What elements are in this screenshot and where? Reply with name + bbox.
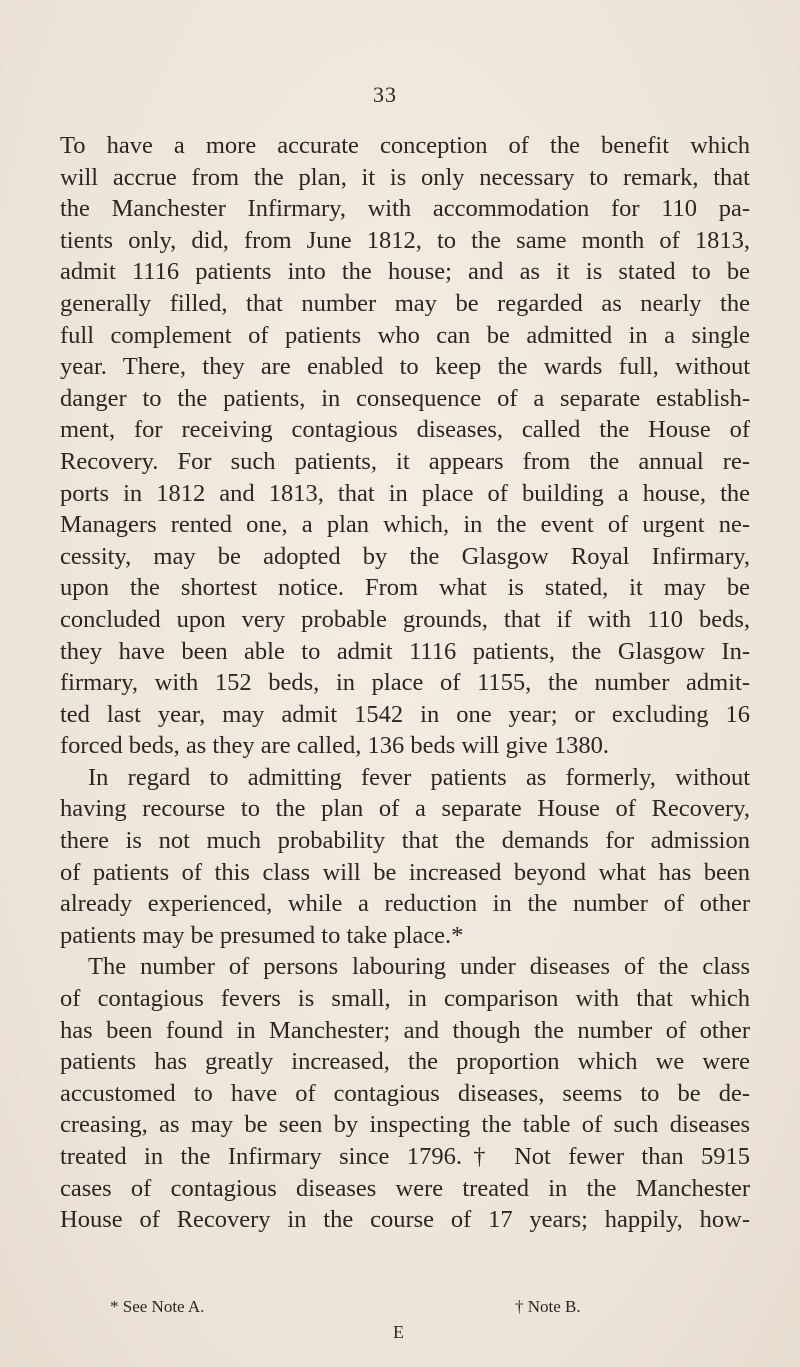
text-line: having recourse to the plan of a separate House of Recovery, bbox=[60, 795, 750, 823]
text-line: there is not much probability that the demands for admission bbox=[60, 827, 750, 855]
footnote-a: * See Note A. bbox=[110, 1297, 205, 1316]
page-number: 33 bbox=[373, 82, 397, 107]
text-line: To have a more accurate conception of the benefit which bbox=[60, 132, 750, 159]
text-line: Recovery. For such patients, it appears from the annual re- bbox=[60, 447, 750, 475]
body-text bbox=[60, 130, 750, 1236]
text-line: ment, for receiving contagious diseases, called the House of bbox=[60, 416, 750, 444]
text-line: cessity, may be adopted by the Glasgow Royal Infirmary, bbox=[60, 542, 750, 570]
text-line: tients only, did, from June 1812, to the same month of 1813, bbox=[60, 226, 750, 254]
text-line: accustomed to have of contagious diseases, seems to be de- bbox=[60, 1079, 750, 1107]
text-line: will accrue from the plan, it is only necessary to remark, that bbox=[60, 163, 750, 191]
text-line: danger to the patients, in consequence of a separate establish- bbox=[60, 384, 750, 412]
text-line: firmary, with 152 beds, in place of 1155, the number admit- bbox=[60, 669, 750, 697]
text-line: admit 1116 patients into the house; and as it is stated to be bbox=[60, 258, 750, 286]
text-line: concluded upon very probable grounds, that if with 110 beds, bbox=[60, 605, 750, 633]
signature-mark: E bbox=[393, 1322, 404, 1342]
text-line: In regard to admitting fever patients as formerly, without bbox=[88, 763, 750, 791]
text-line: of patients of this class will be increased beyond what has been bbox=[60, 858, 750, 886]
text-line: the Manchester Infirmary, with accommodation for 110 pa- bbox=[60, 195, 750, 223]
text-line: patients may be presumed to take place.* bbox=[60, 921, 464, 949]
text-line: year. There, they are enabled to keep the wards full, without bbox=[60, 353, 750, 381]
text-line: Managers rented one, a plan which, in the event of urgent ne- bbox=[60, 511, 750, 539]
text-line: full complement of patients who can be admitted in a single bbox=[60, 321, 750, 349]
footnote-b: † Note B. bbox=[515, 1297, 581, 1316]
text-line: of contagious fevers is small, in comparison with that which bbox=[60, 985, 750, 1013]
text-line: House of Recovery in the course of 17 years; happily, how- bbox=[60, 1206, 750, 1234]
text-line: has been found in Manchester; and though the number of other bbox=[60, 1016, 750, 1044]
text-line: creasing, as may be seen by inspecting the table of such diseases bbox=[60, 1111, 750, 1139]
text-line: forced beds, as they are called, 136 beds will give 1380. bbox=[60, 732, 610, 760]
text-line: upon the shortest notice. From what is stated, it may be bbox=[60, 574, 750, 602]
text-line: ports in 1812 and 1813, that in place of building a house, the bbox=[60, 479, 750, 507]
text-line: already experienced, while a reduction in the number of other bbox=[60, 890, 750, 918]
text-line: cases of contagious diseases were treated in the Manchester bbox=[60, 1174, 750, 1202]
text-line: they have been able to admit 1116 patients, the Glasgow In- bbox=[60, 637, 750, 665]
text-line: generally filled, that number may be regarded as nearly the bbox=[60, 289, 750, 317]
text-line: treated in the Infirmary since 1796.† Not fewer than 5915 bbox=[60, 1143, 750, 1170]
text-line: patients has greatly increased, the proportion which we were bbox=[60, 1048, 750, 1076]
text-line: ted last year, may admit 1542 in one year; or excluding 16 bbox=[60, 700, 750, 728]
text-line: The number of persons labouring under diseases of the class bbox=[88, 953, 750, 981]
